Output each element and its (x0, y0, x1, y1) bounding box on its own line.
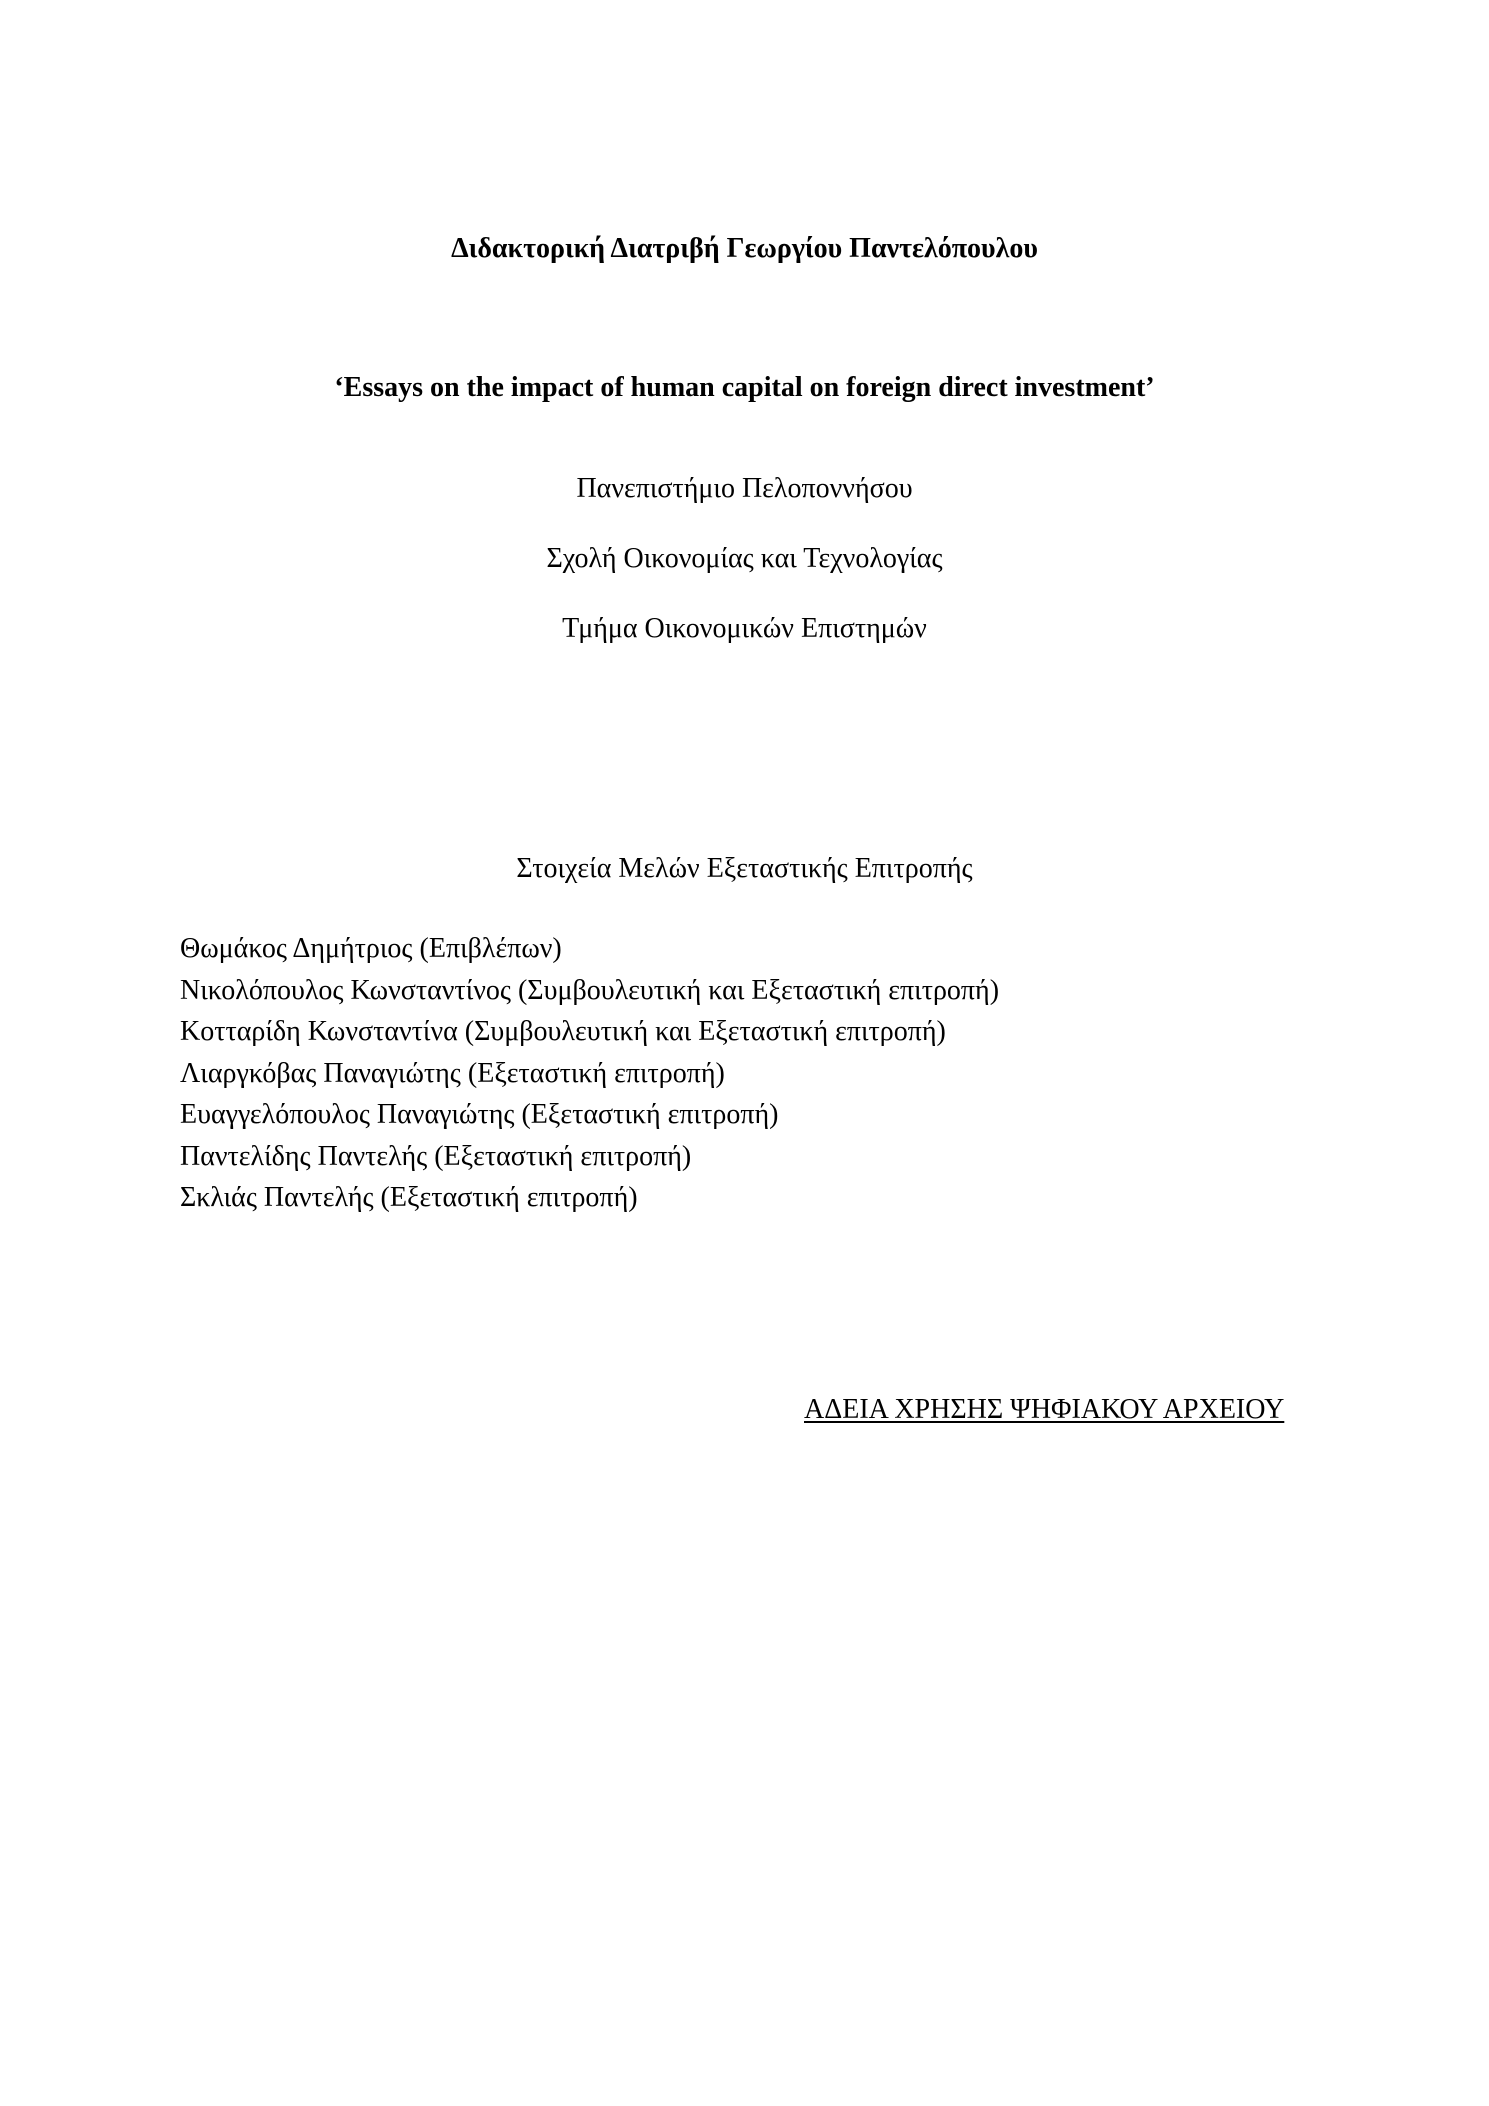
thesis-heading: Διδακτορική Διατριβή Γεωργίου Παντελόπουλου (451, 233, 1038, 264)
thesis-title: ‘Essays on the impact of human capital on foreign direct investment’ (334, 372, 1155, 403)
digital-file-license-link[interactable]: ΑΔΕΙΑ ΧΡΗΣΗΣ ΨΗΦΙΑΚΟΥ ΑΡΧΕΙΟΥ (804, 1394, 1285, 1425)
committee-member: Λιαργκόβας Παναγιώτης (Εξεταστική επιτροπή) (180, 1057, 725, 1089)
department-name: Τμήμα Οικονομικών Επιστημών (562, 613, 927, 644)
university-name: Πανεπιστήμιο Πελοποννήσου (576, 473, 913, 504)
committee-member: Θωμάκος Δημήτριος (Επιβλέπων) (180, 933, 562, 964)
committee-member: Κοτταρίδη Κωνσταντίνα (Συμβουλευτική και Εξεταστική επιτροπή) (180, 1016, 946, 1047)
committee-member: Σκλιάς Παντελής (Εξεταστική επιτροπή) (180, 1182, 638, 1213)
committee-heading: Στοιχεία Μελών Εξεταστικής Επιτροπής (516, 853, 973, 884)
committee-member: Παντελίδης Παντελής (Εξεταστική επιτροπή) (180, 1140, 692, 1172)
committee-member: Ευαγγελόπουλος Παναγιώτης (Εξεταστική επιτροπή) (180, 1099, 779, 1130)
school-name: Σχολή Οικονομίας και Τεχνολογίας (546, 543, 943, 574)
committee-member: Νικολόπουλος Κωνσταντίνος (Συμβουλευτική και Εξεταστική επιτροπή) (180, 974, 1000, 1006)
committee-member-list (180, 928, 999, 1219)
